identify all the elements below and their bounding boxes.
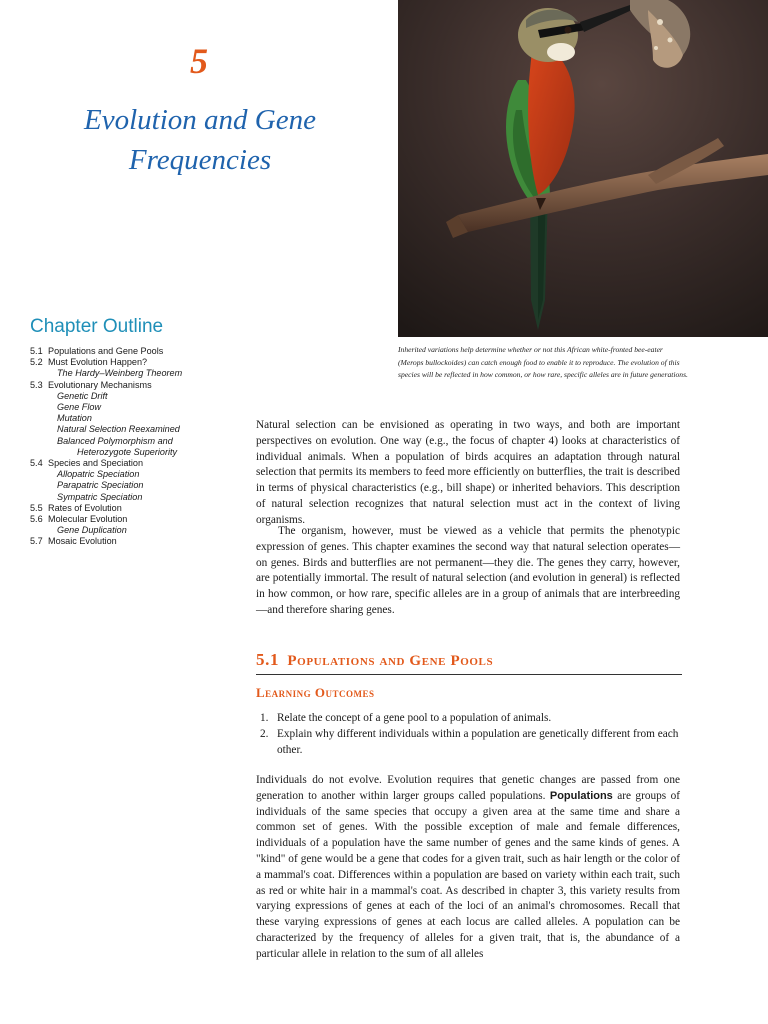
outline-item-label: Natural Selection Reexamined xyxy=(57,424,180,435)
outline-subitem[interactable] xyxy=(30,492,250,503)
chapter-outline-list xyxy=(30,346,250,548)
learning-outcome-item xyxy=(260,711,680,727)
outline-item-number: 5.3 xyxy=(30,379,43,390)
outline-subitem[interactable] xyxy=(30,469,250,480)
outline-item-number: 5.2 xyxy=(30,357,43,368)
outline-item-label: Genetic Drift xyxy=(57,390,108,401)
outline-item-label: Heterozygote Superiority xyxy=(77,446,178,457)
outline-item[interactable] xyxy=(30,380,250,391)
section-number: 5.1 xyxy=(256,650,280,669)
learning-outcome-number: 1. xyxy=(260,712,269,724)
key-term-populations: Populations xyxy=(549,789,613,802)
outline-subitem[interactable] xyxy=(30,525,250,536)
learning-outcome-number: 2. xyxy=(260,727,269,740)
section-title: Populations and Gene Pools xyxy=(287,653,494,669)
outline-item-label: Mutation xyxy=(57,413,92,424)
intro-paragraph-2: The organism, however, must be viewed as a vehicle that permits the phenotypic expression of genes. This chapter examines the second way that natural selection operates—on genes. Birds and butterflies are not permanent—they die. The genes they carry, however, are potentially immortal. The result of natural selection (and evolution in general) is reflected in how common, or how rare, specific alleles are in a group of animals that are interbreeding—and therefore sharing genes. xyxy=(256,525,680,616)
outline-subitem[interactable] xyxy=(30,391,250,402)
chapter-title xyxy=(30,100,370,180)
outline-item-label: Allopatric Speciation xyxy=(57,469,140,480)
outline-item-label: Species and Speciation xyxy=(48,458,144,469)
outline-item[interactable] xyxy=(30,514,250,525)
section-heading xyxy=(256,650,682,675)
section-paragraph xyxy=(256,773,680,963)
outline-subitem[interactable] xyxy=(30,413,250,424)
chapter-outline-heading: Chapter Outline xyxy=(30,316,164,337)
outline-item[interactable] xyxy=(30,458,250,469)
photo-caption xyxy=(398,344,688,382)
outline-item-label: Molecular Evolution xyxy=(48,514,128,525)
outline-item[interactable] xyxy=(30,503,250,514)
outline-subitem[interactable] xyxy=(30,480,250,491)
outline-subitem[interactable] xyxy=(30,436,250,447)
outline-item-label: Gene Flow xyxy=(57,402,101,413)
learning-outcome-item xyxy=(260,727,680,759)
outline-item-label: Gene Duplication xyxy=(57,525,127,536)
bee-eater-photo xyxy=(398,0,768,337)
learning-outcomes-list xyxy=(260,711,680,758)
chapter-title-line-1: Evolution and Gene xyxy=(84,104,316,136)
learning-outcome-text: Relate the concept of a gene pool to a population of animals. xyxy=(277,712,552,724)
outline-item-label: Must Evolution Happen? xyxy=(48,357,148,368)
section-paragraph-start: Individuals do not evolve. Evolution requires that genetic changes are passed from one generation to another within larger groups called populations. xyxy=(256,774,680,802)
outline-subitem[interactable] xyxy=(30,447,250,458)
learning-outcome-text: Explain why different individuals within a population are genetically different from each other. xyxy=(277,727,679,756)
outline-subitem[interactable] xyxy=(30,424,250,435)
outline-item[interactable] xyxy=(30,536,250,547)
outline-item-label: Populations and Gene Pools xyxy=(48,346,164,356)
outline-item-number: 5.6 xyxy=(30,514,43,525)
outline-item-number: 5.1 xyxy=(30,346,43,356)
outline-item[interactable] xyxy=(30,346,250,357)
chapter-number: 5 xyxy=(190,41,208,81)
outline-item-label: Balanced Polymorphism and xyxy=(57,435,173,446)
outline-item-number: 5.5 xyxy=(30,502,43,513)
outline-item[interactable] xyxy=(30,357,250,368)
outline-item-number: 5.7 xyxy=(30,536,43,547)
outline-item-label: Rates of Evolution xyxy=(48,502,122,513)
outline-item-number: 5.4 xyxy=(30,458,43,469)
outline-item-label: Mosaic Evolution xyxy=(48,536,117,547)
outline-item-label: Parapatric Speciation xyxy=(57,480,144,491)
section-paragraph-rest: are groups of individuals of the same species that occupy a given area at the same time and share a common set of genes. With the possible exception of male and female differences, individuals of a population have the same number of genes and the same kinds of genes. A "kind" of gene would be a gene that codes for a given trait, such as hair length or the color of a mammal's coat. Differences within a population are based on variety within each trait, such as red or white hair in a mammal's coat. As described in chapter 3, this variety results from varying expressions of genes at each of the loci of an animal's chromosomes. Recall that these varying expressions of genes at each locus are called alleles. A population can be characterized by the frequency of alleles for a given trait, that is, the abundance of a particular allele in relation to the sum of all alleles xyxy=(256,789,680,960)
intro-paragraph-1: Natural selection can be envisioned as operating in two ways, and both are important perspectives on evolution. One way (e.g., the focus of chapter 4) looks at characteristics of individual animals. When a population of birds acquires an adaptation through natural selection that permits its members to feed more efficiently on butterflies, the trait is described in terms of physical characteristics (e.g., bill shape) or inherited behaviors. This description of natural selection recognizes that natural selection must act in the context of living organisms. xyxy=(256,419,680,526)
outline-item-label: Sympatric Speciation xyxy=(57,491,143,502)
chapter-title-line-2: Frequencies xyxy=(128,144,272,176)
outline-subitem[interactable] xyxy=(30,368,250,379)
learning-outcomes-heading: Learning Outcomes xyxy=(256,685,375,700)
outline-subitem[interactable] xyxy=(30,402,250,413)
outline-item-label: The Hardy–Weinberg Theorem xyxy=(57,368,183,379)
outline-item-label: Evolutionary Mechanisms xyxy=(48,379,152,390)
photo-caption-text: Inherited variations help determine whether or not this African white-fronted bee-eater (Merops bullockoides) can catch enough food to enable it to reproduce. The evolution of this species will be reflected in how common, or how rare, specific alleles are in future generations. xyxy=(398,345,688,379)
